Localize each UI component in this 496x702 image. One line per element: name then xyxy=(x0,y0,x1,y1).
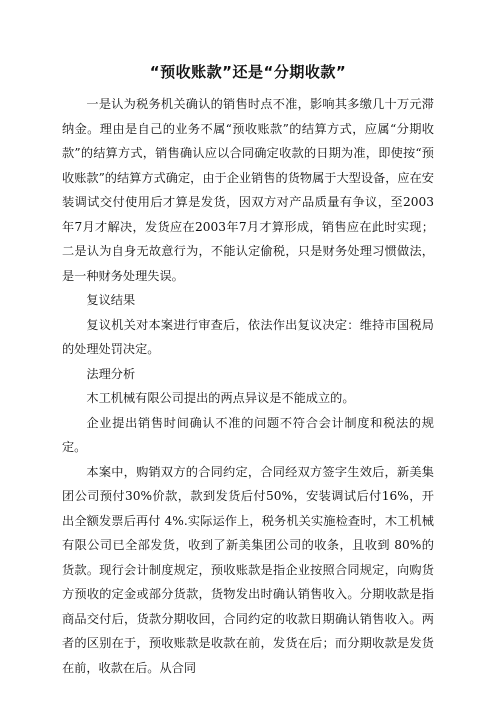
section-heading-review-result: 复议结果 xyxy=(86,293,136,307)
document-page xyxy=(62,62,434,680)
document-title: “预收账款”还是“分期收款” xyxy=(149,63,347,81)
paragraph-review-decision: 复议机关对本案进行审查后，依法作出复议决定：维持市国税局的处理处罚决定。 xyxy=(62,317,434,356)
paragraph-objections-invalid: 木工机械有限公司提出的两点异议是不能成立的。 xyxy=(86,391,355,405)
paragraph-sales-timing: 企业提出销售时间确认不准的问题不符合会计制度和税法的规定。 xyxy=(62,415,434,454)
paragraph-objection: 一是认为税务机关确认的销售时点不准，影响其多缴几十万元滞纳金。理由是自己的业务不属“预收账款”的结算方式，应属“分期收款”的结算方式，销售确认应以合同确定收款的日期为准，即使按“预收账款”的结算方式确定，由于企业销售的货物属于大型设备，应在安装调试交付使用后才算是发货，因双方对产品质量有争议，至2003年7月才解决，发货应在2003年7月才算形成，销售应在此时实现；二是认为自身无故意行为，不能认定偷税，只是财务处理习惯做法，是一种财务处理失误。 xyxy=(62,97,434,283)
paragraph-case-detail: 本案中，购销双方的合同约定，合同经双方签字生效后，新美集团公司预付30%价款，款到发货后付50%，安装调试后付16%，开出全额发票后再付 4%.实际运作上，税务机关实施检查时，木工机械有限公司已全部发货，收到了新美集团公司的收条，且收到 80%的货款。现行会计制度规定，预收账款是指企业按照合同规定，向购货方预收的定金或部分货款，货物发出时确认销售收入。分期收款是指商品交付后，货款分期收回，合同约定的收款日期确认销售收入。两者的区别在于，预收账款是收款在前，发货在后；而分期收款是发货在前，收款在后。从合同 xyxy=(62,464,434,675)
section-heading-legal-analysis: 法理分析 xyxy=(86,366,136,381)
